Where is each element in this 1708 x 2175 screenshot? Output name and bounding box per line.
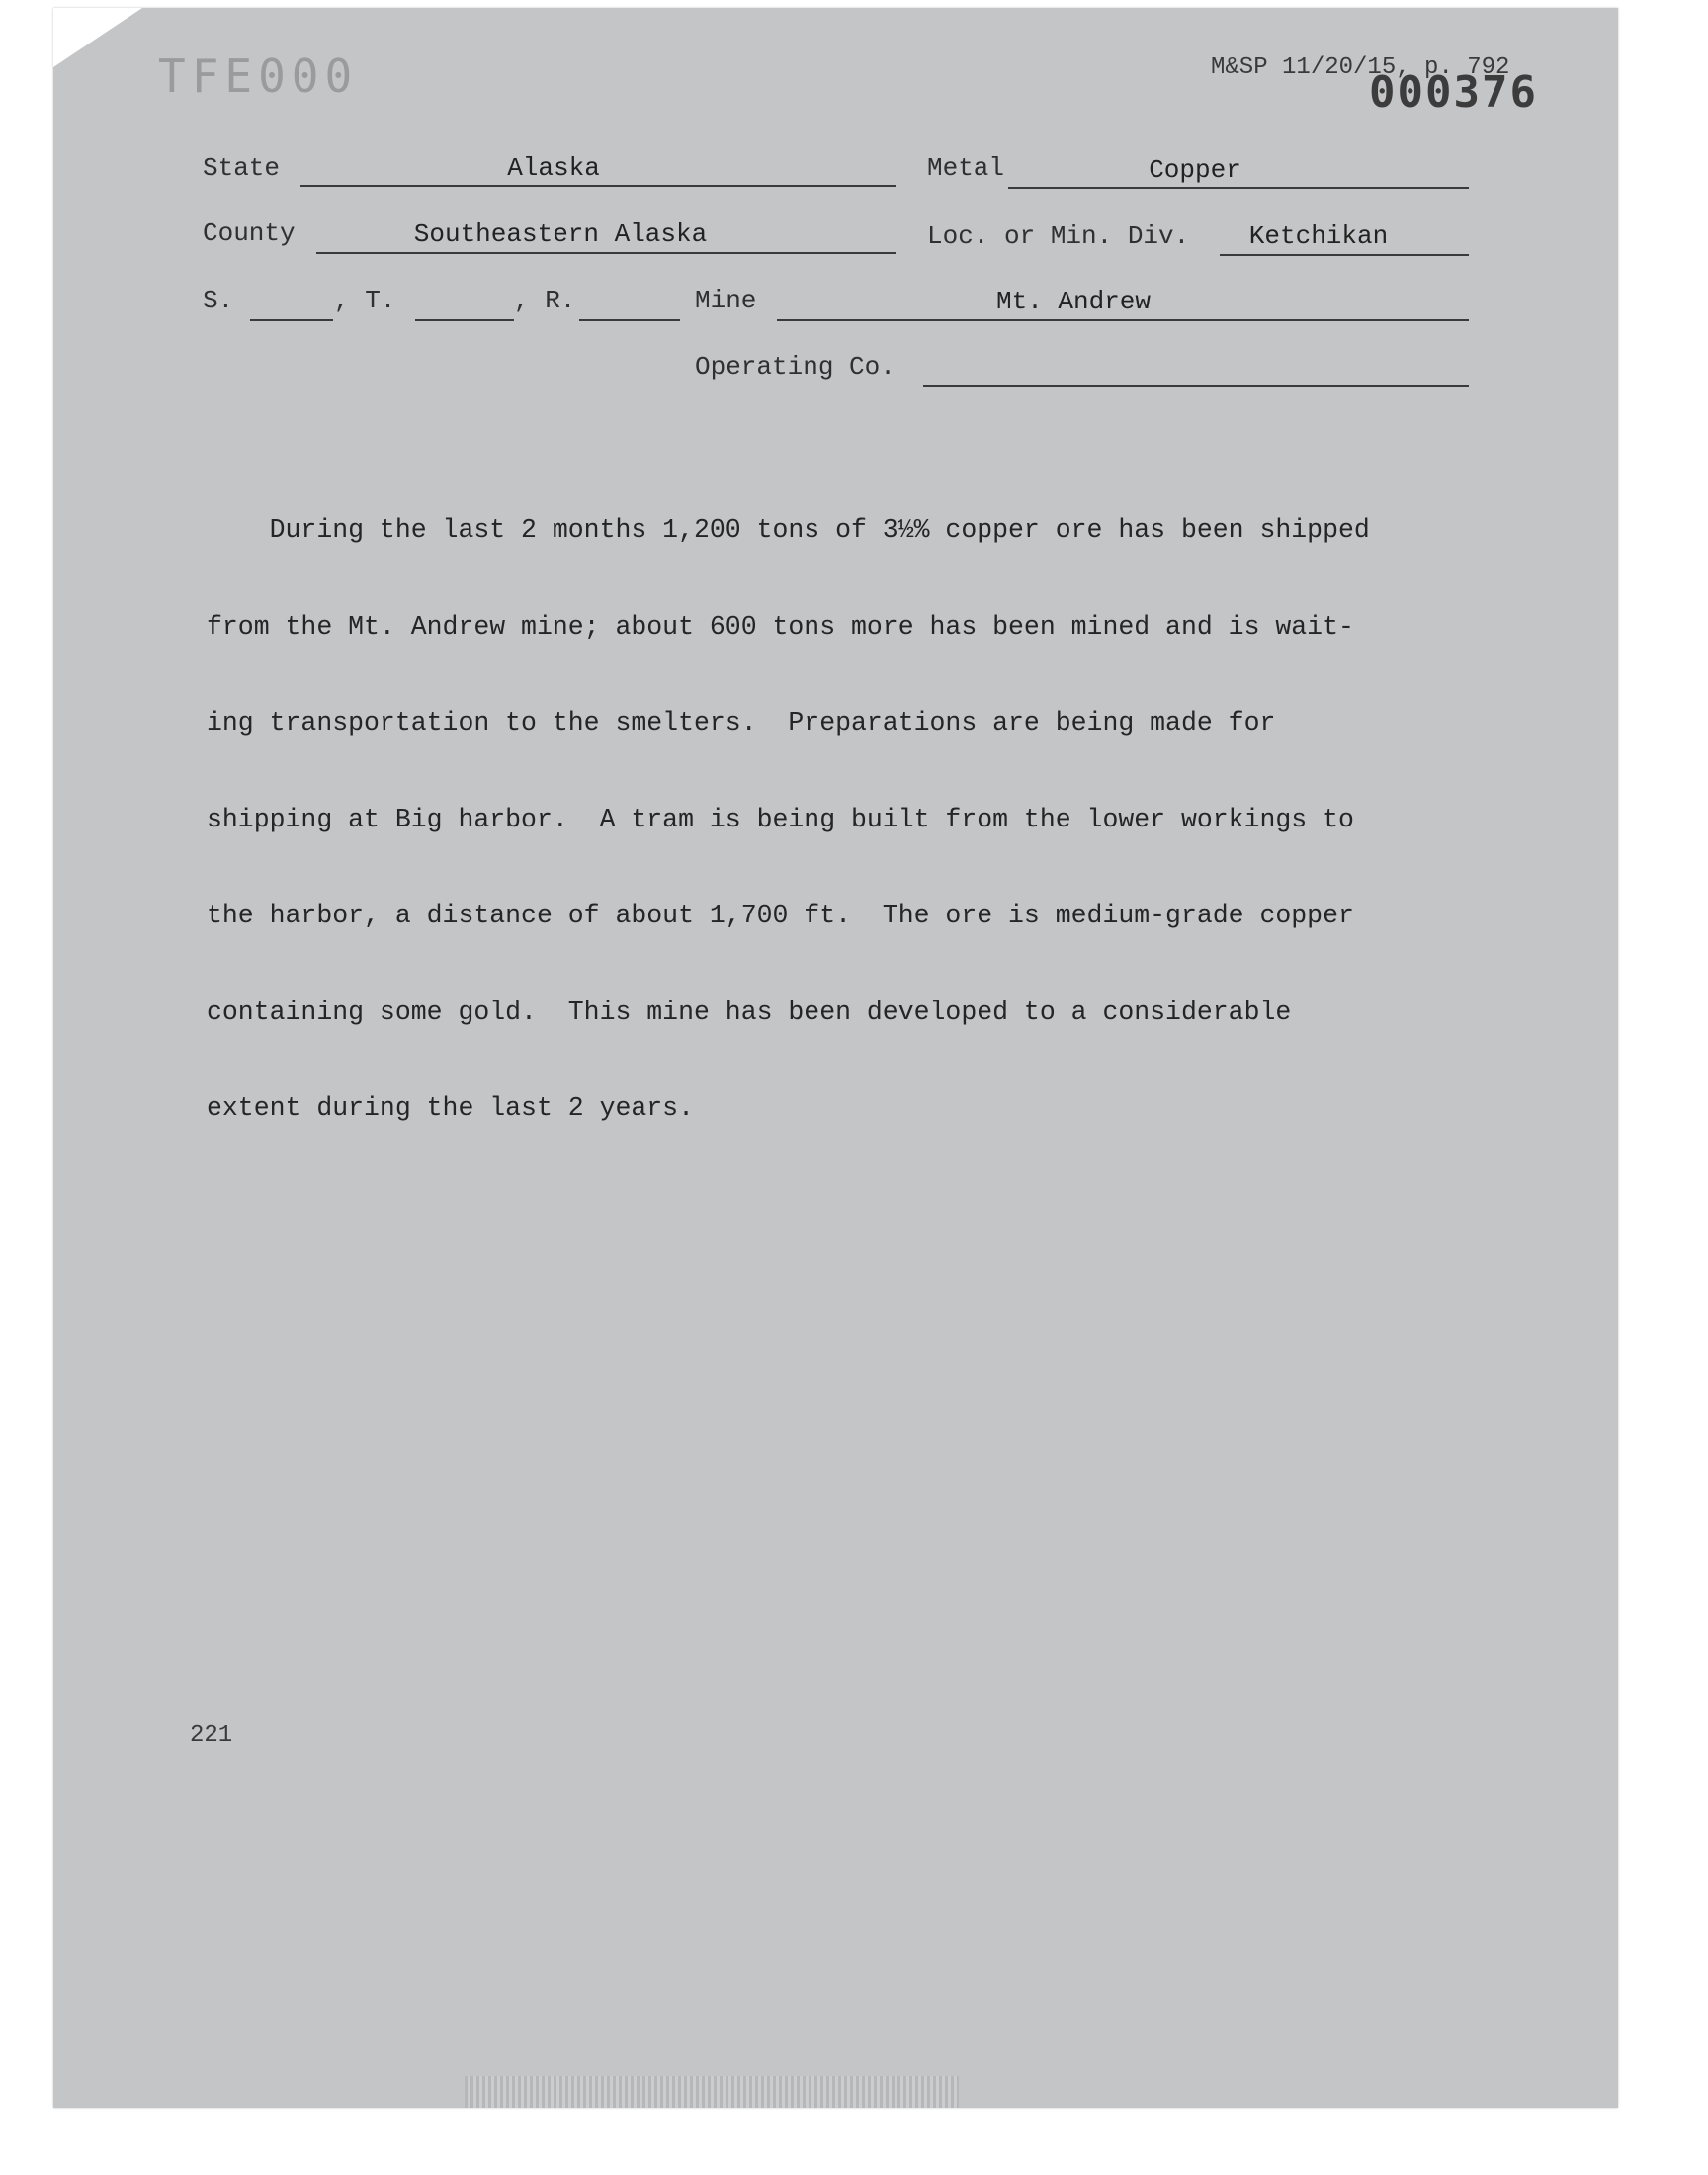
section-label: S.: [203, 286, 234, 315]
body-line: the harbor, a distance of about 1,700 ft. The ore is medium-grade copper: [207, 901, 1354, 930]
torn-corner: [53, 8, 142, 67]
mine-label: Mine: [695, 286, 757, 315]
metal-value: Copper: [1149, 155, 1241, 185]
county-underline: [316, 252, 896, 254]
loc-label: Loc. or Min. Div.: [927, 221, 1190, 251]
mine-underline: [777, 319, 1469, 321]
township-underline: [415, 319, 514, 321]
body-line: from the Mt. Andrew mine; about 600 tons more has been mined and is wait-: [207, 611, 1354, 642]
range-underline: [579, 319, 680, 321]
state-label: State: [203, 153, 281, 183]
state-underline: [300, 185, 896, 187]
loc-value: Ketchikan: [1248, 221, 1389, 251]
body-line: During the last 2 months 1,200 tons of 3½% copper ore has been shipped: [207, 515, 1370, 545]
range-label: , R.: [514, 286, 576, 315]
stamp-number: 000376: [1369, 67, 1538, 118]
body-line: ing transportation to the smelters. Preparations are being made for: [207, 708, 1276, 738]
stamp-top-left: TFE000: [158, 49, 359, 103]
scan-artifact: [465, 2076, 959, 2108]
mine-value: Mt. Andrew: [995, 287, 1152, 316]
operating-co-label: Operating Co.: [695, 352, 896, 382]
reference-note: M&SP 11/20/15, p. 792: [1211, 54, 1510, 81]
body-line: shipping at Big harbor. A tram is being built from the lower workings to: [207, 804, 1354, 834]
loc-underline: [1220, 254, 1469, 256]
page-number: 221: [190, 1722, 233, 1749]
county-label: County: [203, 218, 296, 248]
metal-label: Metal: [927, 153, 1005, 183]
operating-co-underline: [923, 385, 1469, 387]
county-value: Southeastern Alaska: [413, 219, 708, 249]
body-paragraph: [207, 450, 1370, 1157]
body-line: containing some gold. This mine has been developed to a considerable: [207, 997, 1292, 1027]
state-value: Alaska: [507, 153, 600, 183]
township-label: , T.: [334, 286, 396, 315]
section-underline: [250, 319, 333, 321]
body-line: extent during the last 2 years.: [207, 1093, 694, 1123]
metal-underline: [1008, 187, 1469, 189]
